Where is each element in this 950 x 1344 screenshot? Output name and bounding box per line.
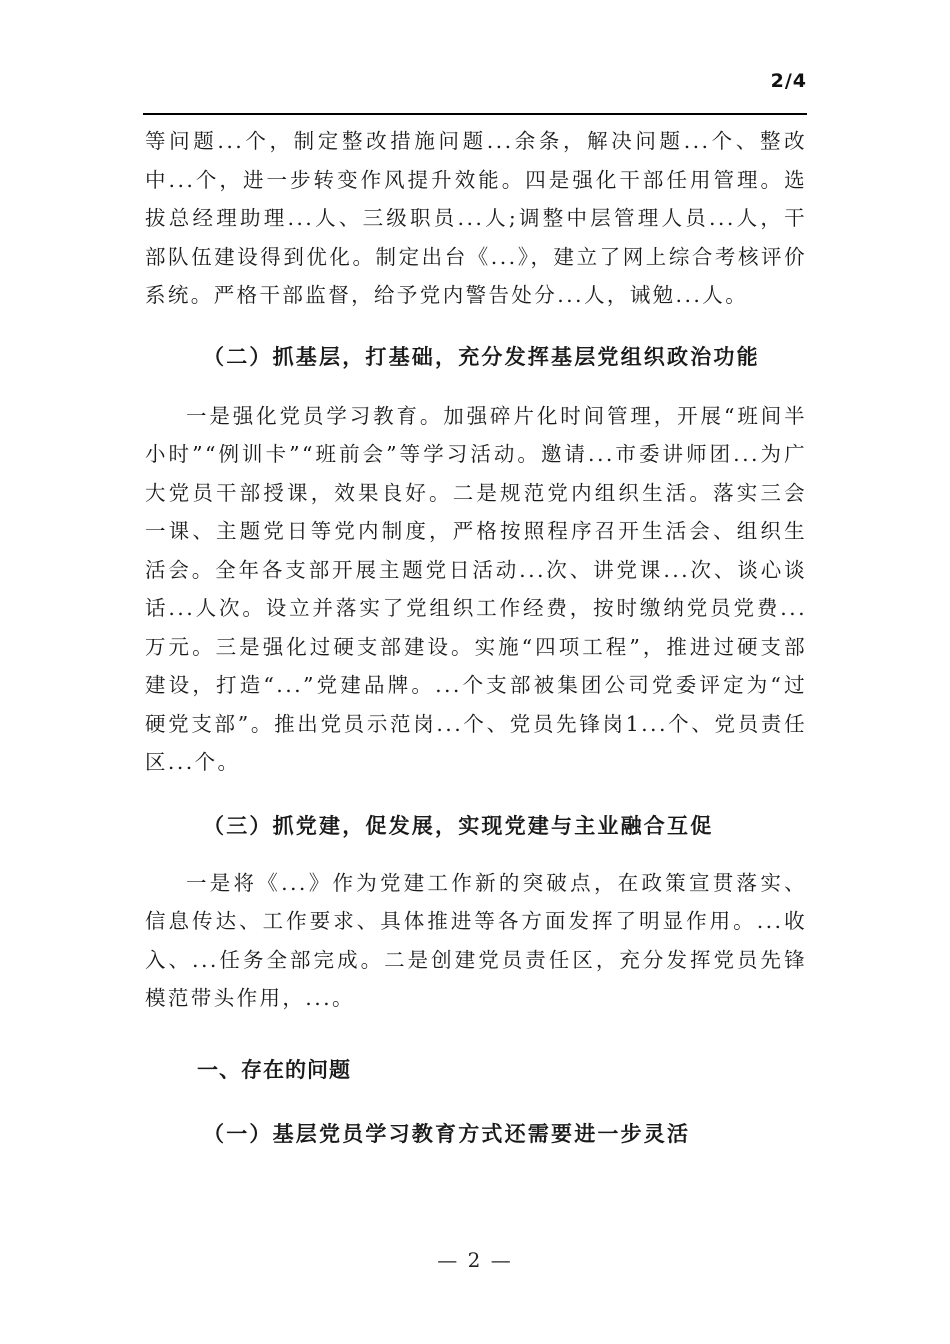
subheading-one: （一）基层党员学习教育方式还需要进一步灵活 <box>203 1120 691 1146</box>
document-body <box>145 122 807 1156</box>
spacer <box>145 848 807 864</box>
paragraph-three: 一是将《...》作为党建工作新的突破点，在政策宣贯落实、信息传达、工作要求、具体推进等各方面发挥了明显作用。...收入、...任务全部完成。二是创建党员责任区，充分发挥党员先锋模范带头作用，...。 <box>145 870 807 1010</box>
header-rule <box>143 113 807 115</box>
page-number: — 2 — <box>437 1248 513 1272</box>
subheading-two: （二）抓基层，打基础，充分发挥基层党组织政治功能 <box>203 343 760 369</box>
section-heading: 一、存在的问题 <box>197 1057 351 1082</box>
paragraph-two: 一是强化党员学习教育。加强碎片化时间管理，开展“班间半小时”“例训卡”“班前会”等学习活动。邀请...市委讲师团...为广大党员干部授课，效果良好。二是规范党内组织生活。落实三会一课、主题党日等党内制度，严格按照程序召开生活会、组织生活会。全年各支部开展主题党日活动...次、讲党课...次、谈心谈话...人次。设立并落实了党组织工作经费，按时缴纳党员党费...万元。三是强化过硬支部建设。实施“四项工程”，推进过硬支部建设，打造“...”党建品牌。...个支部被集团公司党委评定为“过硬党支部”。推出党员示范岗...个、党员先锋岗1...个、党员责任区...个。 <box>145 403 807 774</box>
spacer <box>145 1018 807 1048</box>
spacer <box>145 1092 807 1112</box>
subheading-three: （三）抓党建，促发展，实现党建与主业融合互促 <box>203 812 714 838</box>
paragraph-continued: 等问题...个，制定整改措施问题...余条，解决问题...个、整改中...个，进一步转变作风提升效能。四是强化干部任用管理。选拔总经理助理...人、三级职员...人;调整中层管理人员...人，干部队伍建设得到优化。制定出台《...》，建立了网上综合考核评价系统。严格干部监督，给予党内警告处分...人，诫勉...人。 <box>145 129 807 307</box>
page-indicator: 2/4 <box>770 70 807 92</box>
spacer <box>145 782 807 804</box>
spacer <box>145 379 807 397</box>
spacer <box>145 315 807 335</box>
